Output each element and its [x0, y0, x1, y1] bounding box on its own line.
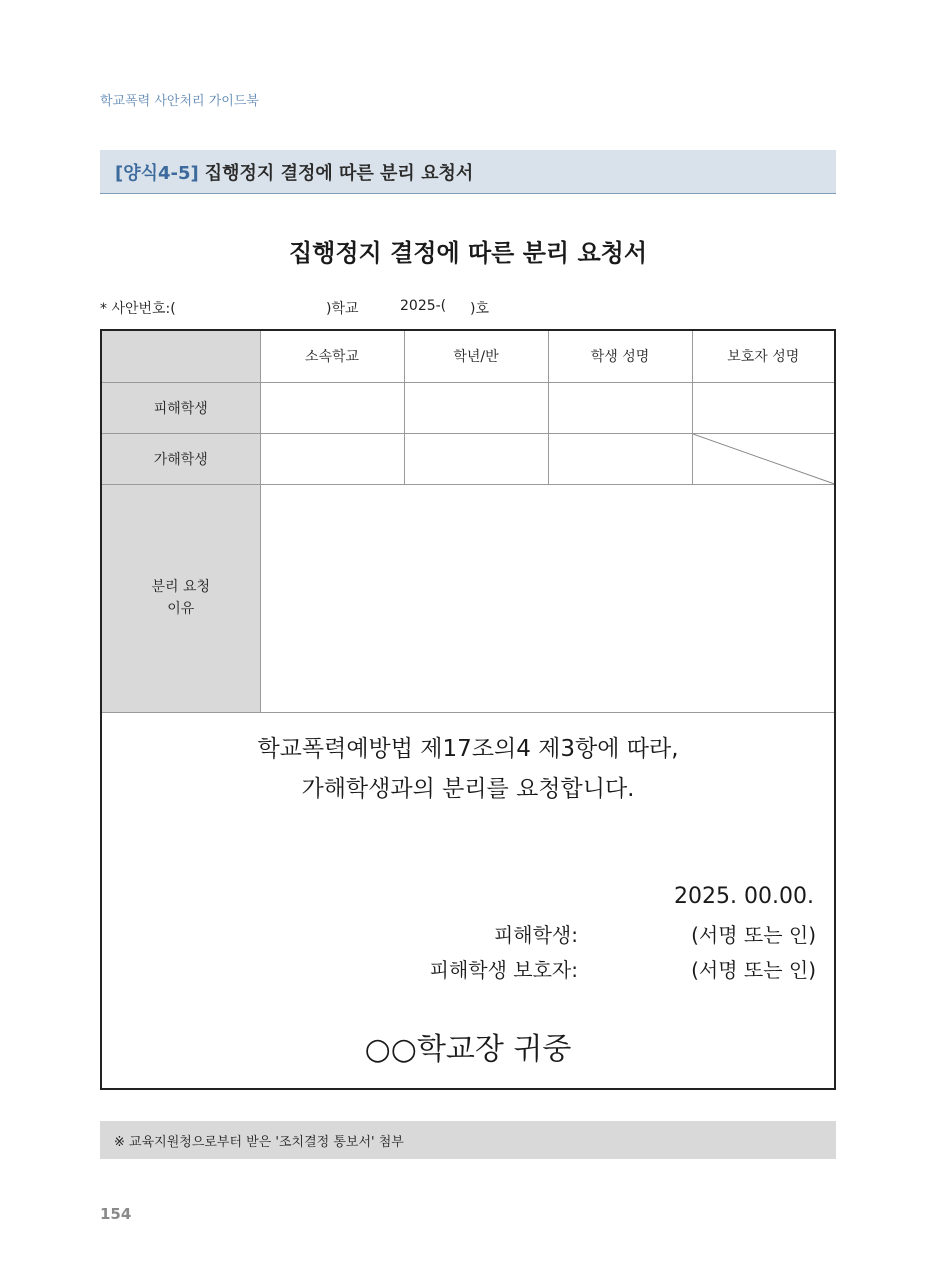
offender-row-label: 가해학생 — [102, 433, 260, 484]
statement-line-2: 가해학생과의 분리를 요청합니다. — [301, 776, 635, 802]
corner-cell — [102, 331, 260, 382]
student-info-table — [102, 331, 834, 713]
statement-line-1: 학교폭력예방법 제17조의4 제3항에 따라, — [257, 736, 679, 762]
case-number-suffix: )호 — [470, 301, 489, 317]
case-number-label: * 사안번호:( — [100, 301, 176, 317]
guardian-signature-mark[interactable]: (서명 또는 인) — [691, 958, 816, 982]
offender-guardian-cell-crossed — [692, 433, 834, 484]
victim-row-label: 피해학생 — [102, 382, 260, 433]
reason-row — [102, 484, 834, 712]
request-statement — [102, 729, 834, 809]
header-student-name: 학생 성명 — [548, 331, 692, 382]
offender-name-cell[interactable] — [548, 433, 692, 484]
header-guardian-name: 보호자 성명 — [692, 331, 834, 382]
victim-grade-cell[interactable] — [404, 382, 548, 433]
reason-label-line1: 분리 요청 — [151, 579, 211, 595]
victim-signature-row — [102, 919, 834, 949]
case-school-label: )학교 — [326, 301, 359, 317]
offender-row — [102, 433, 834, 484]
page-number: 154 — [100, 1205, 132, 1223]
victim-row — [102, 382, 834, 433]
running-header: 학교폭력 사안처리 가이드북 — [100, 94, 259, 109]
document-title: 집행정지 결정에 따른 분리 요청서 — [289, 239, 647, 267]
victim-signature-label: 피해학생: — [493, 923, 578, 947]
offender-grade-cell[interactable] — [404, 433, 548, 484]
guardian-signature-row — [102, 954, 834, 984]
header-grade-class: 학년/반 — [404, 331, 548, 382]
victim-signature-mark[interactable]: (서명 또는 인) — [691, 923, 816, 947]
footnote: ※ 교육지원청으로부터 받은 '조치결정 통보서' 첨부 — [100, 1121, 836, 1159]
reason-input-area[interactable] — [260, 484, 834, 712]
reason-label-line2: 이유 — [167, 601, 195, 617]
form-banner-title: 집행정지 결정에 따른 분리 요청서 — [204, 162, 474, 184]
victim-name-cell[interactable] — [548, 382, 692, 433]
victim-guardian-cell[interactable] — [692, 382, 834, 433]
case-year-prefix: 2025-( — [400, 298, 447, 314]
signature-date: 2025. 00.00. — [674, 884, 814, 909]
header-school: 소속학교 — [260, 331, 404, 382]
form-frame — [100, 329, 836, 1090]
form-banner — [100, 150, 836, 194]
victim-school-cell[interactable] — [260, 382, 404, 433]
offender-school-cell[interactable] — [260, 433, 404, 484]
guardian-signature-label: 피해학생 보호자: — [429, 958, 578, 982]
form-code: [양식4-5] — [115, 162, 199, 184]
diagonal-strike — [693, 434, 835, 484]
addressee: ○○학교장 귀중 — [364, 1032, 572, 1067]
reason-label — [102, 484, 260, 712]
table-header-row — [102, 331, 834, 382]
